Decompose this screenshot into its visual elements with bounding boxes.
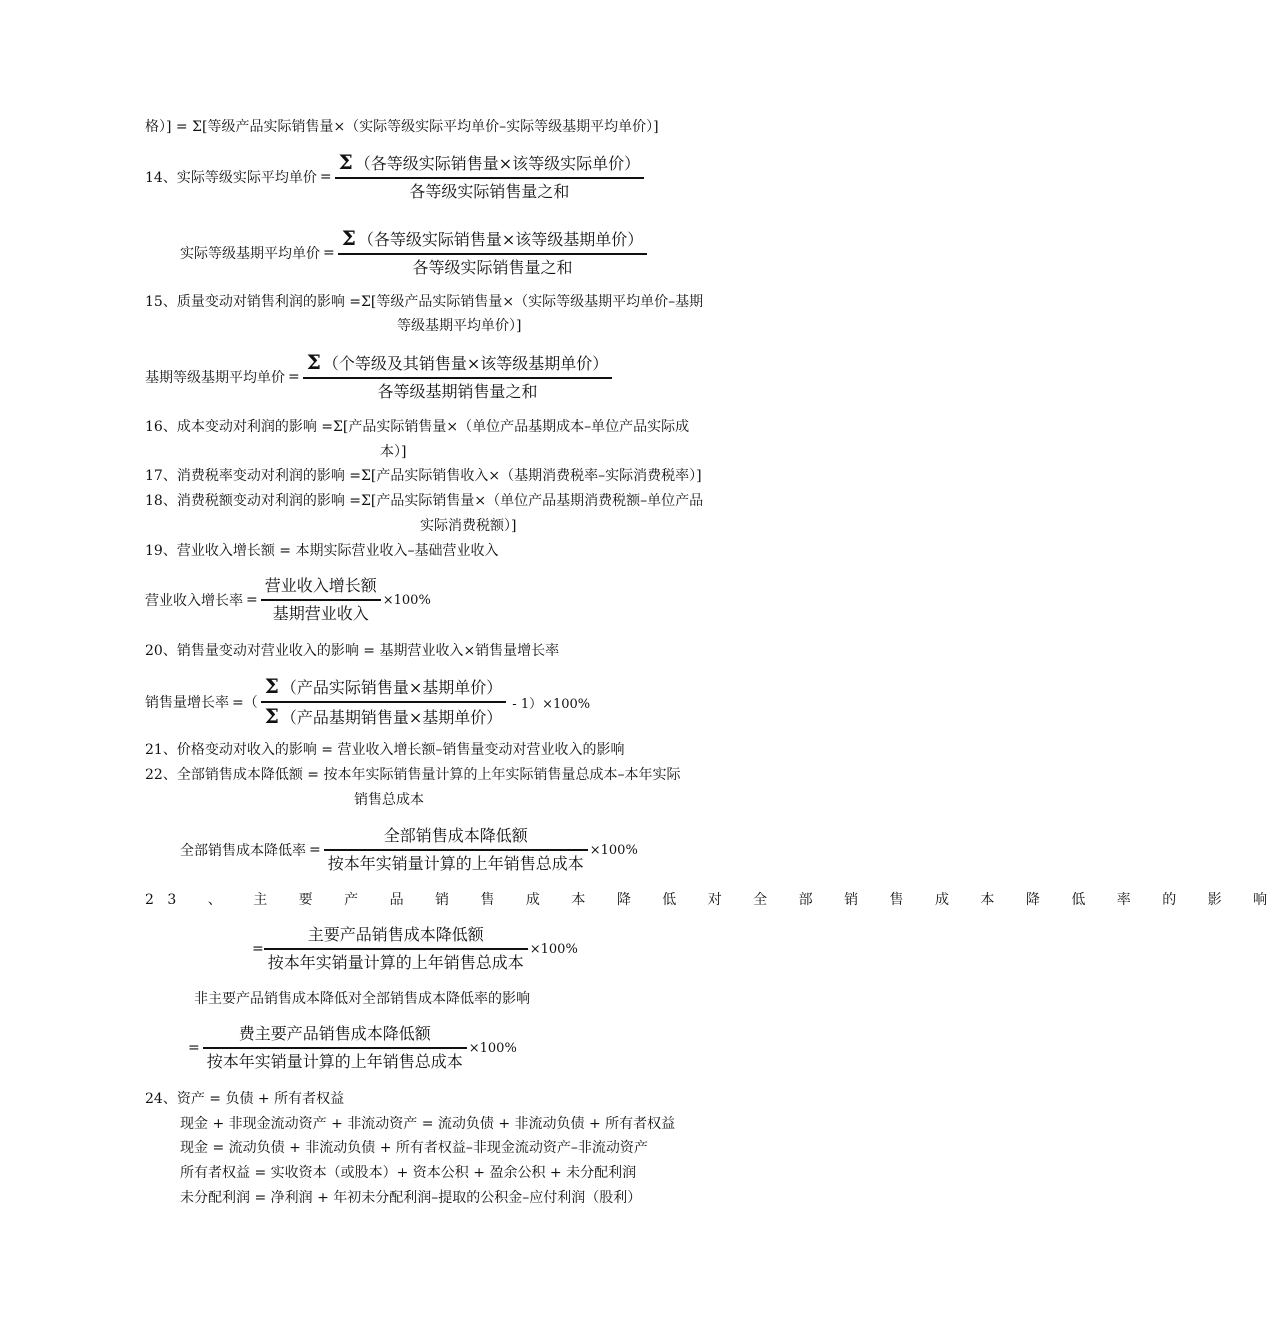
numerator-text: （各等级实际销售量×该等级基期单价） (357, 230, 644, 249)
numerator (261, 676, 507, 698)
denominator: 按本年实销量计算的上年销售总成本 (267, 953, 524, 972)
denominator: 各等级实际销售量之和 (412, 258, 573, 277)
sigma-symbol: Σ (338, 150, 353, 174)
fraction-bar (303, 377, 613, 379)
formula-24: 24、资产 = 负债 + 所有者权益 (145, 1091, 345, 1107)
formula-sales-volume-growth-rate (145, 676, 590, 728)
formula-15-line1: 15、质量变动对销售利润的影响 =Σ[等级产品实际销售量×（实际等级基期平均单价–基期 (145, 294, 704, 310)
equals-sign: = (288, 369, 300, 385)
denominator: 按本年实销量计算的上年销售总成本 (327, 854, 584, 873)
formula-18-line1: 18、消费税额变动对利润的影响 =Σ[产品实际销售量×（单位产品基期消费税额–单位产品 (145, 493, 704, 509)
fraction-bar (324, 849, 588, 851)
sigma-symbol: Σ (264, 704, 279, 728)
formula-label: 14、实际等级实际平均单价 (145, 170, 317, 186)
sigma-symbol: Σ (306, 350, 321, 374)
denominator: 各等级实际销售量之和 (409, 182, 570, 201)
equals-sign: = (252, 941, 264, 957)
formula-24-equity: 所有者权益 = 实收资本（或股本）+ 资本公积 + 盈余公积 + 未分配利润 (180, 1165, 637, 1181)
formula-18-line2: 实际消费税额）] (420, 518, 517, 534)
sigma-symbol: Σ (264, 674, 279, 698)
fraction-bar (261, 599, 381, 601)
percent-multiplier: ×100% (382, 592, 431, 608)
numerator (335, 152, 645, 174)
numerator-text: （产品实际销售量×基期单价） (280, 678, 503, 697)
formula-main-product-impact (252, 925, 578, 973)
formula-24-retained-earnings: 未分配利润 = 净利润 + 年初未分配利润–提取的公积金–应付利润（股利） (180, 1190, 642, 1206)
formula-base-grade-base-avg-price (145, 352, 612, 402)
equals-sign: = (323, 245, 335, 261)
formula-revenue-growth-rate (145, 576, 431, 624)
sigma-symbol: Σ (341, 226, 356, 250)
formula-14-actual-avg-price (145, 152, 644, 202)
fraction (261, 676, 507, 728)
denominator: 各等级基期销售量之和 (377, 382, 538, 401)
formula-actual-grade-base-avg-price (180, 228, 647, 278)
fraction (338, 228, 648, 278)
formula-20: 20、销售量变动对营业收入的影响 = 基期营业收入×销售量增长率 (145, 643, 560, 659)
formula-label: 实际等级基期平均单价 (180, 246, 320, 262)
numerator: 营业收入增长额 (264, 576, 377, 595)
percent-multiplier: ×100% (589, 842, 638, 858)
numerator: 全部销售成本降低额 (383, 826, 528, 845)
fraction-bar (338, 253, 648, 255)
numerator-text: （个等级及其销售量×该等级基期单价） (322, 354, 609, 373)
formula-23-non-main-heading: 非主要产品销售成本降低对全部销售成本降低率的影响 (194, 991, 530, 1007)
formula-21: 21、价格变动对收入的影响 = 营业收入增长额–销售量变动对营业收入的影响 (145, 742, 625, 758)
numerator (338, 228, 648, 250)
formula-label: 全部销售成本降低率 (180, 843, 306, 859)
formula-total-cost-reduction-rate (180, 826, 638, 874)
fraction-bar (335, 177, 645, 179)
fraction (324, 826, 588, 874)
equals-sign: = (319, 169, 332, 185)
formula-19: 19、营业收入增长额 = 本期实际营业收入–基础营业收入 (145, 543, 499, 559)
formula-16-line1: 16、成本变动对利润的影响 =Σ[产品实际销售量×（单位产品基期成本–单位产品实际成 (145, 419, 690, 435)
fraction-bar (264, 948, 528, 950)
fraction (303, 352, 613, 402)
fraction-bar (203, 1047, 467, 1049)
denominator: 按本年实销量计算的上年销售总成本 (206, 1052, 463, 1071)
fraction (261, 576, 381, 624)
formula-24-cash-expansion: 现金 + 非现金流动资产 + 非流动资产 = 流动负债 + 非流动负债 + 所有者权益 (180, 1116, 676, 1132)
denominator (261, 706, 507, 728)
formula-tail: - 1）×100% (512, 696, 591, 712)
percent-multiplier: ×100% (468, 1040, 517, 1056)
numerator: 费主要产品销售成本降低额 (238, 1024, 431, 1043)
numerator: 主要产品销售成本降低额 (307, 925, 484, 944)
equals-sign: = (188, 1040, 200, 1056)
formula-non-main-product-impact (185, 1024, 517, 1072)
formula-22-line1: 22、全部销售成本降低额 = 按本年实际销售量计算的上年实际销售量总成本–本年实际 (145, 767, 681, 783)
denominator: 基期营业收入 (272, 604, 369, 623)
formula-label: 基期等级基期平均单价 (145, 370, 285, 386)
formula-13-continued: 格）] = Σ[等级产品实际销售量×（实际等级实际平均单价–实际等级基期平均单价）] (145, 119, 659, 135)
formula-23-heading: 23 、 主 要 产 品 销 售 成 本 降 低 对 全 部 销 售 成 本 降 低 率 的 影 响 (145, 892, 1281, 908)
fraction-bar (261, 701, 507, 703)
equals-sign: = (246, 592, 258, 608)
formula-17: 17、消费税率变动对利润的影响 =Σ[产品实际销售收入×（基期消费税率–实际消费税率）] (145, 468, 702, 484)
equals-sign: =（ (232, 695, 258, 711)
formula-16-line2: 本）] (380, 444, 407, 460)
formula-15-line2: 等级基期平均单价）] (397, 318, 522, 334)
formula-24-cash: 现金 = 流动负债 + 非流动负债 + 所有者权益–非现金流动资产–非流动资产 (180, 1140, 648, 1156)
fraction (335, 152, 645, 202)
numerator-text: （各等级实际销售量×该等级实际单价） (354, 154, 641, 173)
numerator (303, 352, 613, 374)
formula-label: 销售量增长率 (145, 695, 229, 711)
equals-sign: = (309, 842, 321, 858)
fraction (264, 925, 528, 973)
denominator-text: （产品基期销售量×基期单价） (280, 708, 503, 727)
formula-label: 营业收入增长率 (145, 593, 243, 609)
formula-22-line2: 销售总成本 (354, 792, 424, 808)
fraction (203, 1024, 467, 1072)
percent-multiplier: ×100% (529, 941, 578, 957)
